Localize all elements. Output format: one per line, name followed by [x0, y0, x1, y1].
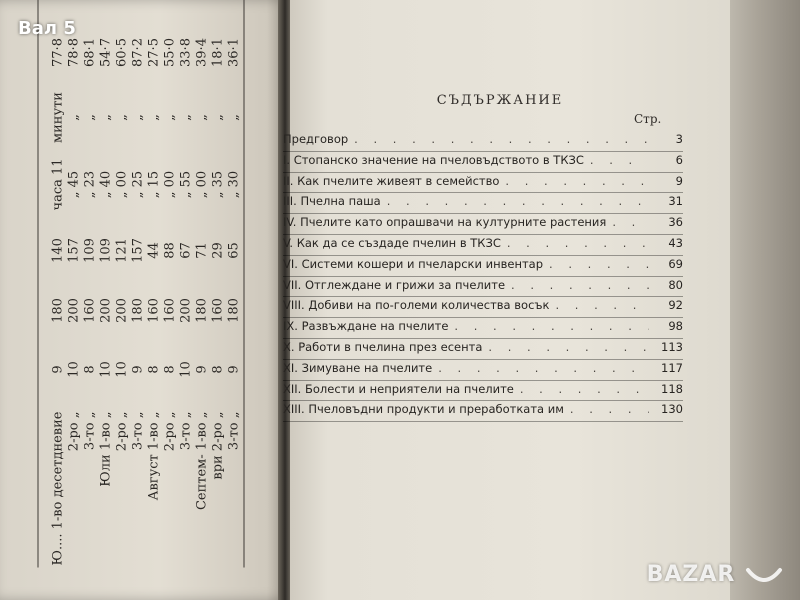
- table-cell-e: „: [210, 114, 225, 121]
- toc-leader-dots: [488, 340, 649, 354]
- toc-entry-title: Предговор: [283, 132, 349, 146]
- toc-row-underline: [283, 255, 683, 256]
- toc-entry-page: 31: [668, 194, 683, 209]
- table-cell-a: 9: [194, 365, 209, 374]
- table-cell-f: 87·2: [130, 38, 145, 67]
- toc-entry: [283, 153, 683, 174]
- table-cell-month: Ю.... 1-во десетдневие: [50, 411, 65, 566]
- table-cell-d: „ 15: [146, 170, 161, 199]
- toc-row-underline: [283, 172, 683, 173]
- table-cell-b: 160: [210, 298, 225, 323]
- toc-entry: [283, 319, 683, 340]
- table-cell-f: 68·1: [82, 38, 97, 67]
- table-cell-c: 44: [146, 242, 161, 259]
- table-cell-e: „: [98, 114, 113, 121]
- table-cell-e: „: [114, 114, 129, 121]
- table-cell-a: 8: [162, 365, 177, 374]
- table-cell-f: 33·8: [178, 38, 193, 67]
- toc-entry-title: XII. Болести и неприятели на пчелите: [283, 381, 514, 396]
- toc-entry-page: 69: [668, 256, 683, 271]
- table-cell-e: „: [178, 114, 193, 121]
- table-cell-e: минути: [50, 92, 65, 143]
- table-cell-c: 121: [114, 238, 129, 263]
- table-cell-f: 60·5: [114, 38, 129, 67]
- table-cell-b: 160: [146, 298, 161, 323]
- toc-entry-title: II. Как пчелите живеят в семейство: [283, 173, 500, 188]
- table-cell-c: 88: [162, 242, 177, 259]
- toc-entry-title: IV. Пчелите като опрашвачи на културните растения: [283, 215, 607, 230]
- toc-leader-dots: [387, 194, 649, 208]
- logo-text: BAZAR: [646, 562, 736, 587]
- toc-entry-title: VIII. Добиви на по-големи количества восък: [283, 298, 550, 313]
- table-cell-month: 3-то „: [130, 411, 145, 451]
- toc-leader-dots: [511, 278, 649, 292]
- table-cell-month: 2-ро „: [66, 411, 81, 452]
- site-logo: [647, 562, 784, 588]
- toc-row-underline: [283, 380, 683, 381]
- table-cell-c: 67: [178, 242, 193, 259]
- toc-row-underline: [283, 276, 683, 277]
- toc-entry: [283, 257, 683, 278]
- toc-entry-page: 6: [675, 152, 683, 167]
- toc-entry-page: 130: [661, 402, 683, 417]
- table-cell-f: 39·4: [194, 38, 209, 67]
- table-cell-e: „: [130, 114, 145, 121]
- toc-entry: [283, 340, 683, 361]
- table-cell-a: 8: [146, 365, 161, 374]
- table-cell-b: 160: [162, 298, 177, 323]
- toc-entry: [283, 361, 683, 382]
- toc-list: [283, 132, 683, 423]
- table-cell-f: 27·5: [146, 38, 161, 67]
- table-cell-a: 9: [130, 365, 145, 374]
- table-cell-a: 9: [50, 365, 65, 374]
- table-cell-b: 200: [98, 298, 113, 323]
- toc-leader-dots: [520, 382, 649, 396]
- table-cell-b: 180: [194, 298, 209, 323]
- toc-entry: [283, 278, 683, 299]
- table-cell-f: 77·8: [50, 38, 65, 67]
- table-cell-a: 10: [178, 361, 193, 378]
- table-cell-e: „: [82, 114, 97, 121]
- table-cell-a: 10: [114, 361, 129, 378]
- toc-leader-dots: [549, 257, 649, 271]
- table-cell-b: 180: [226, 298, 241, 323]
- table-cell-c: 157: [130, 238, 145, 263]
- table-cell-e: „: [162, 114, 177, 121]
- table-cell-d: „ 55: [178, 170, 193, 199]
- table-cell-month: 2-ро „: [162, 411, 177, 452]
- table-cell-b: 200: [66, 298, 81, 323]
- table-cell-b: 200: [178, 298, 193, 323]
- table-cell-c: 65: [226, 242, 241, 259]
- table-cell-f: 54·7: [98, 38, 113, 67]
- table-cell-f: 18·1: [210, 38, 225, 67]
- rotated-data-table: [8, 0, 273, 568]
- toc-entry-page: 98: [668, 319, 683, 334]
- toc-entry: [283, 236, 683, 257]
- table-cell-d: „ 00: [162, 170, 177, 199]
- table-rule: [38, 0, 39, 568]
- table-cell-a: 10: [66, 361, 81, 378]
- table-cell-month: Септем- 1-во „: [194, 411, 209, 511]
- toc-entry-title: IX. Развъждане на пчелите: [283, 319, 449, 334]
- table-cell-month: ври 2-ро „: [210, 411, 225, 480]
- toc-leader-dots: [454, 319, 649, 333]
- toc-entry-page: 36: [668, 215, 683, 230]
- table-cell-d: часа 11: [50, 158, 65, 211]
- toc-entry-page: 43: [668, 235, 683, 250]
- table-cell-b: 180: [130, 298, 145, 323]
- toc-entry: [283, 382, 683, 403]
- toc-entry-page: 92: [668, 298, 683, 313]
- table-cell-month: 2-ро „: [114, 411, 129, 452]
- toc-entry-title: I. Стопанско значение на пчеловъдството в ТКЗС: [283, 152, 584, 167]
- table-cell-b: 180: [50, 298, 65, 323]
- table-cell-month: 3-то „: [178, 411, 193, 451]
- toc-leader-dots: [507, 236, 649, 250]
- toc-leader-dots: [438, 361, 649, 375]
- table-cell-d: „ 35: [210, 170, 225, 199]
- left-page: [0, 0, 290, 600]
- table-rule: [244, 0, 245, 568]
- toc-row-underline: [283, 296, 683, 297]
- table-cell-e: „: [226, 114, 241, 121]
- table-cell-d: „ 25: [130, 170, 145, 199]
- toc-leader-dots: [590, 153, 649, 167]
- table-cell-month: 3-то „: [82, 411, 97, 451]
- table-cell-c: 157: [66, 238, 81, 263]
- toc-leader-dots: [555, 298, 649, 312]
- toc-entry-title: III. Пчелна паша: [283, 194, 381, 209]
- toc-row-underline: [283, 317, 683, 318]
- toc-leader-dots: [570, 402, 649, 416]
- table-cell-a: 8: [210, 365, 225, 374]
- logo-smile-icon: [744, 562, 784, 588]
- table-cell-d: „ 00: [194, 170, 209, 199]
- table-cell-e: „: [194, 114, 209, 121]
- toc-leader-dots: [505, 174, 649, 188]
- table-cell-b: 160: [82, 298, 97, 323]
- toc-entry-page: 117: [661, 360, 683, 375]
- toc-row-underline: [283, 213, 683, 214]
- toc-entry-page: 118: [661, 381, 683, 396]
- table-cell-c: 71: [194, 242, 209, 259]
- toc-row-underline: [283, 359, 683, 360]
- table-cell-d: „ 40: [98, 170, 113, 199]
- toc-entry: [283, 402, 683, 423]
- toc-row-underline: [283, 192, 683, 193]
- table-cell-d: „ 45: [66, 170, 81, 199]
- toc-row-underline: [283, 234, 683, 235]
- toc-entry-page: 3: [675, 132, 683, 146]
- toc-leader-dots: [354, 132, 649, 146]
- toc-entry: [283, 132, 683, 153]
- table-cell-d: „ 30: [226, 170, 241, 199]
- table-cell-b: 200: [114, 298, 129, 323]
- toc-page-column-header: Стр.: [634, 112, 662, 126]
- table-cell-month: Август 1-во „: [146, 411, 161, 501]
- toc-title: СЪДЪРЖАНИЕ: [436, 93, 564, 108]
- table-cell-c: 29: [210, 242, 225, 259]
- table-cell-f: 55·0: [162, 38, 177, 67]
- toc-entry-title: V. Как да се създаде пчелин в ТКЗС: [283, 235, 501, 250]
- table-cell-a: 10: [98, 361, 113, 378]
- table-cell-d: „ 23: [82, 170, 97, 199]
- toc-entry: [283, 215, 683, 236]
- table-cell-e: „: [146, 114, 161, 121]
- toc-entry: [283, 174, 683, 195]
- toc-entry: [283, 298, 683, 319]
- toc-row-underline: [283, 338, 683, 339]
- toc-row-underline: [283, 400, 683, 401]
- toc-entry-title: VII. Отглеждане и грижи за пчелите: [283, 277, 506, 292]
- table-row: [224, 18, 244, 568]
- table-cell-c: 109: [82, 238, 97, 263]
- table-cell-month: Юли 1-во „: [98, 411, 113, 487]
- toc-entry: [283, 194, 683, 215]
- toc-entry-title: X. Работи в пчелина през есента: [283, 339, 483, 354]
- toc-entry-page: 9: [675, 173, 683, 188]
- table-cell-month: 3-то „: [226, 411, 241, 451]
- table-cell-c: 109: [98, 238, 113, 263]
- toc-entry-title: XIII. Пчеловъдни продукти и преработката им: [283, 402, 564, 417]
- toc-row-underline: [283, 151, 683, 152]
- table-cell-f: 36·1: [226, 38, 241, 67]
- table-cell-c: 140: [50, 238, 65, 263]
- table-cell-a: 9: [226, 365, 241, 374]
- table-cell-d: „ 00: [114, 170, 129, 199]
- toc-entry-page: 113: [661, 339, 683, 354]
- toc-entry-title: XI. Зимуване на пчелите: [283, 360, 433, 375]
- table-cell-f: 78·8: [66, 38, 81, 67]
- page-edge: [730, 0, 800, 600]
- toc-row-underline: [283, 421, 683, 422]
- table-cell-e: „: [66, 114, 81, 121]
- toc-leader-dots: [612, 215, 649, 229]
- seller-label: Вал 5: [18, 18, 76, 39]
- table-cell-a: 8: [82, 365, 97, 374]
- toc-entry-page: 80: [668, 277, 683, 292]
- toc-entry-title: VI. Системи кошери и пчеларски инвентар: [283, 256, 544, 271]
